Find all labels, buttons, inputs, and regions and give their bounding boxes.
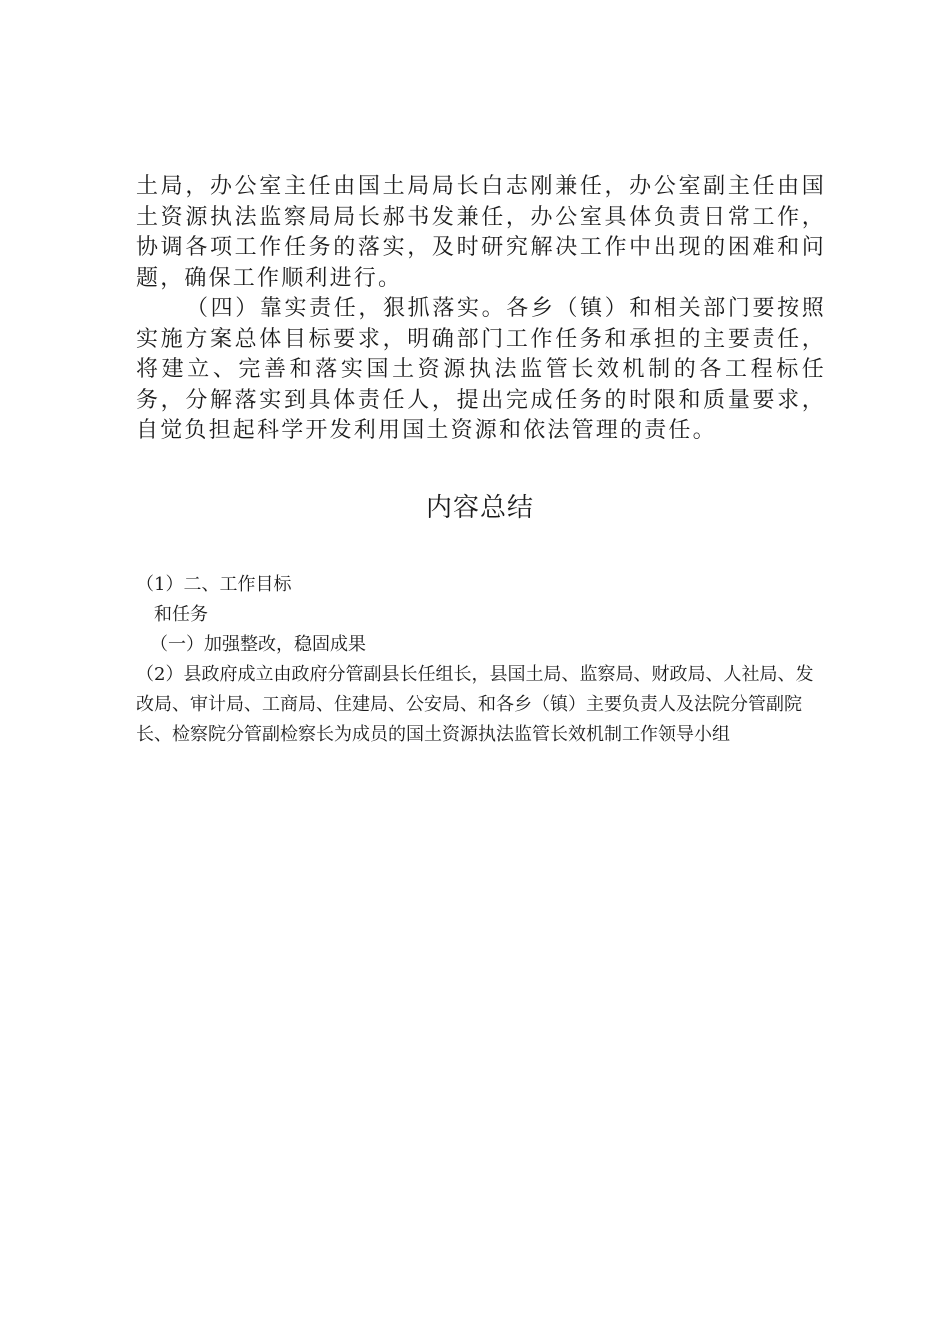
summary-item-1-line-1: （1）二、工作目标	[136, 574, 292, 595]
body-paragraph-1: 土局，办公室主任由国土局局长白志刚兼任，办公室副主任由国土资源执法监察局局长郝书发兼任，办公室具体负责日常工作，协调各项工作任务的落实，及时研究解决工作中出现的困难和问题，确保工作顺利进行。	[136, 174, 826, 291]
summary-item-1-line-2: 和任务	[154, 604, 208, 625]
summary-item-2: （2）县政府成立由政府分管副县长任组长，县国土局、监察局、财政局、人社局、发改局、审计局、工商局、住建局、公安局、和各乡（镇）主要负责人及法院分管副院长、检察院分管副检察长为成员的国土资源执法监管长效机制工作领导小组	[136, 664, 814, 745]
body-text	[136, 172, 826, 447]
body-paragraph-2: （四）靠实责任，狠抓落实。各乡（镇）和相关部门要按照实施方案总体目标要求，明确部门工作任务和承担的主要责任，将建立、完善和落实国土资源执法监管长效机制的各工程标任务，分解落实到具体责任人，提出完成任务的时限和质量要求，自觉负担起科学开发利用国土资源和依法管理的责任。	[136, 296, 826, 443]
summary-title: 内容总结	[425, 493, 534, 523]
summary-section	[136, 570, 826, 750]
summary-item-1-line-3: （一）加强整改，稳固成果	[150, 634, 366, 655]
